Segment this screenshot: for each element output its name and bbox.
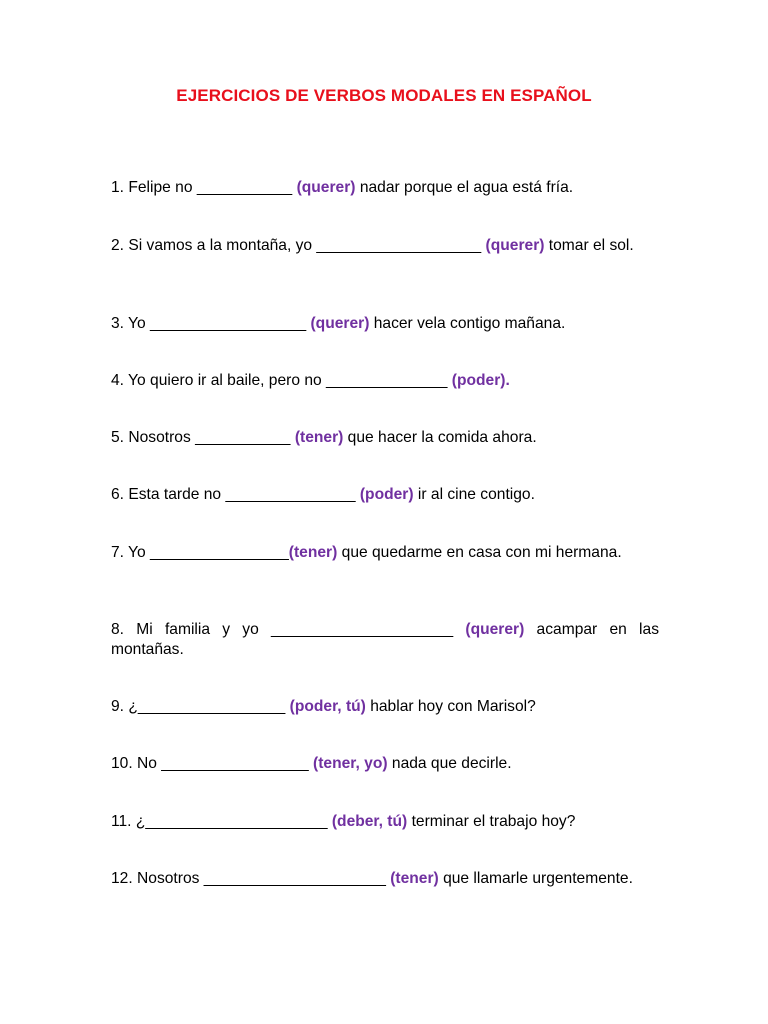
answer-blank: _____________________ bbox=[203, 870, 386, 887]
exercise-11 bbox=[111, 812, 659, 832]
exercise-text-after: nada que decirle. bbox=[387, 755, 512, 772]
answer-blank: _________________ bbox=[161, 755, 309, 772]
exercise-text-after: que quedarme en casa con mi hermana. bbox=[337, 544, 622, 561]
answer-blank: ___________________ bbox=[316, 237, 482, 254]
exercise-text-after: terminar el trabajo hoy? bbox=[407, 813, 576, 830]
exercise-text-after: nadar porque el agua está fría. bbox=[355, 179, 574, 196]
verb-hint: (poder) bbox=[355, 486, 414, 503]
answer-blank: _______________ bbox=[225, 486, 356, 503]
exercise-text-before: 1. Felipe no bbox=[111, 179, 197, 196]
verb-hint: (querer) bbox=[292, 179, 356, 196]
exercise-text-before: 3. Yo bbox=[111, 315, 151, 332]
verb-hint: (deber, tú) bbox=[327, 813, 408, 830]
exercise-text-after: que llamarle urgentemente. bbox=[438, 870, 633, 887]
verb-hint: (querer) bbox=[481, 237, 545, 254]
exercise-text-after: acampar en las montañas. bbox=[111, 621, 659, 658]
exercise-10 bbox=[111, 754, 659, 774]
answer-blank: __________________ bbox=[150, 315, 307, 332]
answer-blank: ___________ bbox=[196, 179, 293, 196]
exercise-text-after: que hacer la comida ahora. bbox=[343, 429, 537, 446]
exercise-text-before: 11. ¿ bbox=[111, 813, 146, 830]
verb-hint: (poder, tú) bbox=[285, 698, 366, 715]
exercise-2 bbox=[111, 236, 659, 256]
exercise-text-before: 6. Esta tarde no bbox=[111, 486, 226, 503]
exercise-3 bbox=[111, 314, 659, 334]
exercise-1 bbox=[111, 178, 659, 198]
exercise-text-after: ir al cine contigo. bbox=[413, 486, 535, 503]
answer-blank: _____________________ bbox=[145, 813, 328, 830]
answer-blank: _________________ bbox=[137, 698, 286, 715]
exercise-text-before: 10. No bbox=[111, 755, 162, 772]
verb-hint: (tener) bbox=[385, 870, 439, 887]
answer-blank: ___________ bbox=[195, 429, 291, 446]
exercise-text-before: 8. Mi familia y yo bbox=[111, 621, 272, 638]
exercise-12 bbox=[111, 869, 659, 889]
answer-blank: _____________________ bbox=[271, 621, 454, 638]
exercise-text-after: tomar el sol. bbox=[544, 237, 634, 254]
exercise-text-before: 5. Nosotros bbox=[111, 429, 196, 446]
exercise-text-before: 2. Si vamos a la montaña, yo bbox=[111, 237, 317, 254]
exercise-text-before: 9. ¿ bbox=[111, 698, 138, 715]
verb-hint: (tener) bbox=[288, 544, 338, 561]
answer-blank: ______________ bbox=[326, 372, 448, 389]
worksheet-title: EJERCICIOS DE VERBOS MODALES EN ESPAÑOL bbox=[176, 86, 592, 105]
exercise-5 bbox=[111, 428, 659, 448]
exercise-7 bbox=[111, 543, 659, 563]
verb-hint: (tener) bbox=[290, 429, 344, 446]
exercise-text-after: hacer vela contigo mañana. bbox=[369, 315, 566, 332]
exercise-9 bbox=[111, 697, 659, 717]
exercise-text-before: 7. Yo bbox=[111, 544, 151, 561]
verb-hint: (querer) bbox=[306, 315, 370, 332]
exercise-6 bbox=[111, 485, 659, 505]
verb-hint: (poder). bbox=[447, 372, 510, 389]
verb-hint: (querer) bbox=[453, 621, 525, 638]
exercise-8 bbox=[111, 620, 659, 660]
answer-blank: ________________ bbox=[150, 544, 289, 561]
exercise-4 bbox=[111, 371, 659, 391]
verb-hint: (tener, yo) bbox=[308, 755, 388, 772]
exercise-text-before: 12. Nosotros bbox=[111, 870, 204, 887]
exercise-text-after: hablar hoy con Marisol? bbox=[365, 698, 536, 715]
exercise-text-before: 4. Yo quiero ir al baile, pero no bbox=[111, 372, 326, 389]
